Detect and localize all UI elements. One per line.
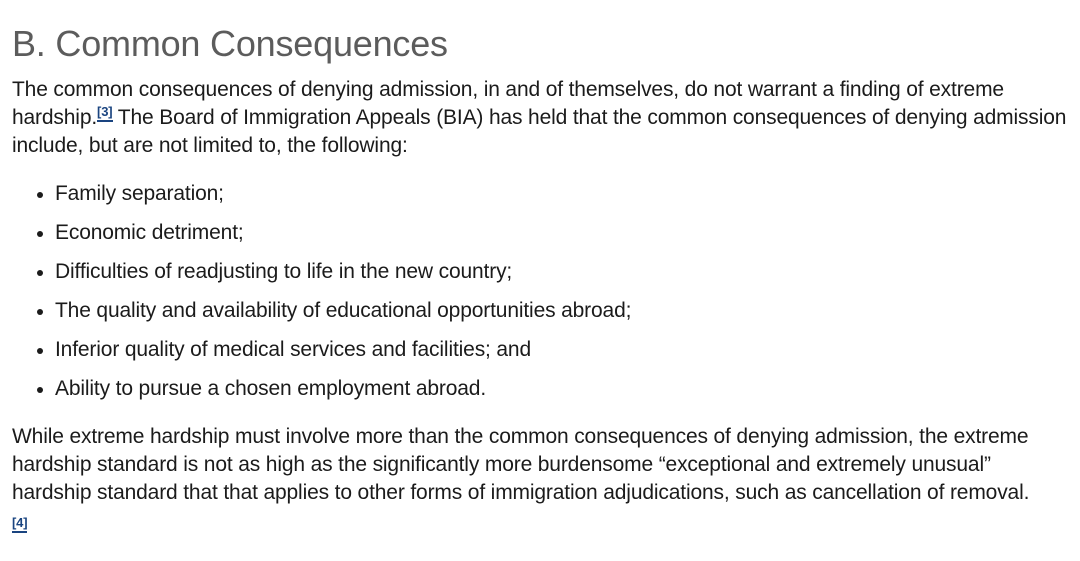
footnote-3-link[interactable]: [3] bbox=[97, 104, 112, 122]
list-item-text: Economic detriment; bbox=[55, 221, 244, 244]
intro-text-after: The Board of Immigration Appeals (BIA) has held that the common consequences of denying admission include, but are not limited to, the following: bbox=[12, 106, 1067, 157]
list-item bbox=[55, 180, 1068, 208]
closing-paragraph bbox=[12, 423, 1068, 535]
list-item bbox=[55, 375, 1068, 403]
list-item-text: Difficulties of readjusting to life in the new country; bbox=[55, 260, 513, 283]
closing-text: While extreme hardship must involve more than the common consequences of denying admission, the extreme hardship standard is not as high as the significantly more burdensome “exceptional and extremely unusual” hardship standard that that applies to other forms of immigration adjudications, such as cancellation of removal. bbox=[12, 425, 1030, 504]
list-item-text: The quality and availability of educational opportunities abroad; bbox=[55, 299, 632, 322]
footnote-4-link[interactable]: [4] bbox=[12, 515, 27, 533]
consequences-list bbox=[12, 180, 1068, 403]
bullet-icon bbox=[37, 309, 43, 315]
intro-paragraph bbox=[12, 76, 1068, 160]
list-item bbox=[55, 336, 1068, 364]
intro-text-before: The common consequences of denying admission, in and of themselves, do not warrant a finding of extreme hardship. bbox=[12, 78, 1004, 129]
list-item-text: Family separation; bbox=[55, 182, 224, 205]
list-item bbox=[55, 258, 1068, 286]
bullet-icon bbox=[37, 192, 43, 198]
list-item bbox=[55, 219, 1068, 247]
bullet-icon bbox=[37, 270, 43, 276]
bullet-icon bbox=[37, 387, 43, 393]
section-heading: B. Common Consequences bbox=[12, 23, 448, 64]
list-item bbox=[55, 297, 1068, 325]
bullet-icon bbox=[37, 231, 43, 237]
list-item-text: Inferior quality of medical services and facilities; and bbox=[55, 338, 531, 361]
bullet-icon bbox=[37, 348, 43, 354]
list-item-text: Ability to pursue a chosen employment abroad. bbox=[55, 377, 486, 400]
